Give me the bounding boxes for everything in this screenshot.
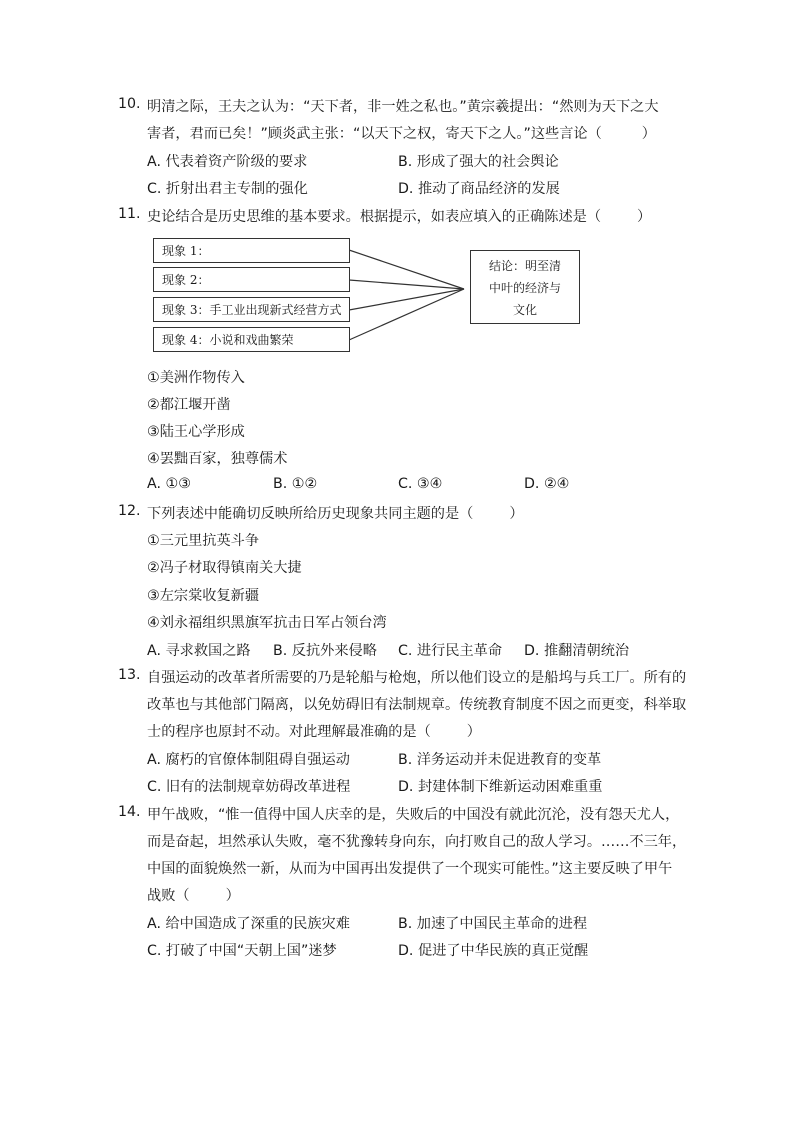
phenomenon-box-1: 现象 1： [153, 238, 350, 263]
question-stem-line: 明清之际，王夫之认为：“天下者，非一姓之私也。”黄宗羲提出：“然则为天下之大 [147, 99, 659, 115]
option-a: A. 代表着资产阶级的要求 [147, 154, 308, 170]
question-number: 13. [118, 667, 141, 683]
option-d: D. 推动了商品经济的发展 [398, 181, 560, 197]
conclusion-line: 中叶的经济与 [488, 281, 561, 295]
list-item: ①美洲作物传入 [147, 370, 245, 386]
option-c: C. ③④ [398, 476, 443, 492]
option-b: B. 反抗外来侵略 [273, 643, 377, 659]
question-stem-line: 中国的面貌焕然一新，从而为中国再出发提供了一个现实可能性。”这主要反映了甲午 [147, 861, 673, 877]
option-c: C. 旧有的法制规章妨碍改革进程 [147, 779, 351, 795]
option-a: A. 腐朽的官僚体制阻碍自强运动 [147, 752, 350, 768]
option-a: A. 给中国造成了深重的民族灾难 [147, 916, 350, 932]
option-b: B. 加速了中国民主革命的进程 [398, 916, 588, 932]
conclusion-box [470, 250, 580, 324]
list-item: ②都江堰开凿 [147, 397, 231, 413]
question-stem-line: 自强运动的改革者所需要的乃是轮船与枪炮，所以他们设立的是船坞与兵工厂。所有的 [147, 670, 687, 686]
option-d: D. ②④ [524, 476, 570, 492]
phenomenon-box-2: 现象 2： [153, 267, 350, 292]
question-number: 12. [118, 503, 141, 519]
question-number: 10. [118, 96, 141, 112]
phenomenon-box-4: 现象 4：小说和戏曲繁荣 [153, 327, 350, 352]
question-stem-line: 改革也与其他部门隔离，以免妨碍旧有法制规章。传统教育制度不因之而更变，科举取 [147, 697, 687, 713]
option-b: B. 洋务运动并未促进教育的变革 [398, 752, 602, 768]
option-d: D. 促进了中华民族的真正觉醒 [398, 943, 589, 959]
question-stem-line: 下列表述中能确切反映所给历史现象共同主题的是（ ） [147, 506, 524, 522]
question-number: 14. [118, 804, 141, 820]
conclusion-line: 文化 [512, 303, 537, 317]
list-item: ④刘永福组织黑旗军抗击日军占领台湾 [147, 615, 387, 631]
option-a: A. ①③ [147, 476, 191, 492]
question-stem-line: 士的程序也原封不动。对此理解最准确的是（ ） [147, 724, 481, 740]
question-number: 11. [118, 206, 141, 222]
list-item: ④罢黜百家，独尊儒术 [147, 451, 288, 467]
list-item: ③陆王心学形成 [147, 424, 245, 440]
question-stem-line: 害者，君而已矣！”顾炎武主张：“以天下之权，寄天下之人。”这些言论（ ） [147, 126, 656, 142]
option-b: B. ①② [273, 476, 318, 492]
list-item: ③左宗棠收复新疆 [147, 588, 260, 604]
conclusion-line: 结论：明至清 [488, 259, 561, 273]
option-a: A. 寻求救国之路 [147, 643, 251, 659]
option-c: C. 打破了中国“天朝上国”迷梦 [147, 943, 337, 959]
question-stem-line: 甲午战败，“惟一值得中国人庆幸的是，失败后的中国没有就此沉沦，没有怨天尤人， [147, 807, 680, 823]
question-stem-line: 史论结合是历史思维的基本要求。根据提示，如表应填入的正确陈述是（ ） [147, 209, 652, 225]
option-d: D. 封建体制下维新运动困难重重 [398, 779, 603, 795]
option-b: B. 形成了强大的社会舆论 [398, 154, 559, 170]
phenomenon-box-3: 现象 3：手工业出现新式经营方式 [153, 297, 350, 322]
list-item: ②冯子材取得镇南关大捷 [147, 560, 302, 576]
option-c: C. 折射出君主专制的强化 [147, 181, 308, 197]
option-c: C. 进行民主革命 [398, 643, 503, 659]
option-d: D. 推翻清朝统治 [524, 643, 630, 659]
question-stem-line: 而是奋起，坦然承认失败，毫不犹豫转身向东，向打败自己的敌人学习。……不三年， [147, 834, 687, 850]
list-item: ①三元里抗英斗争 [147, 533, 260, 549]
question-stem-line: 战败（ ） [147, 888, 240, 904]
